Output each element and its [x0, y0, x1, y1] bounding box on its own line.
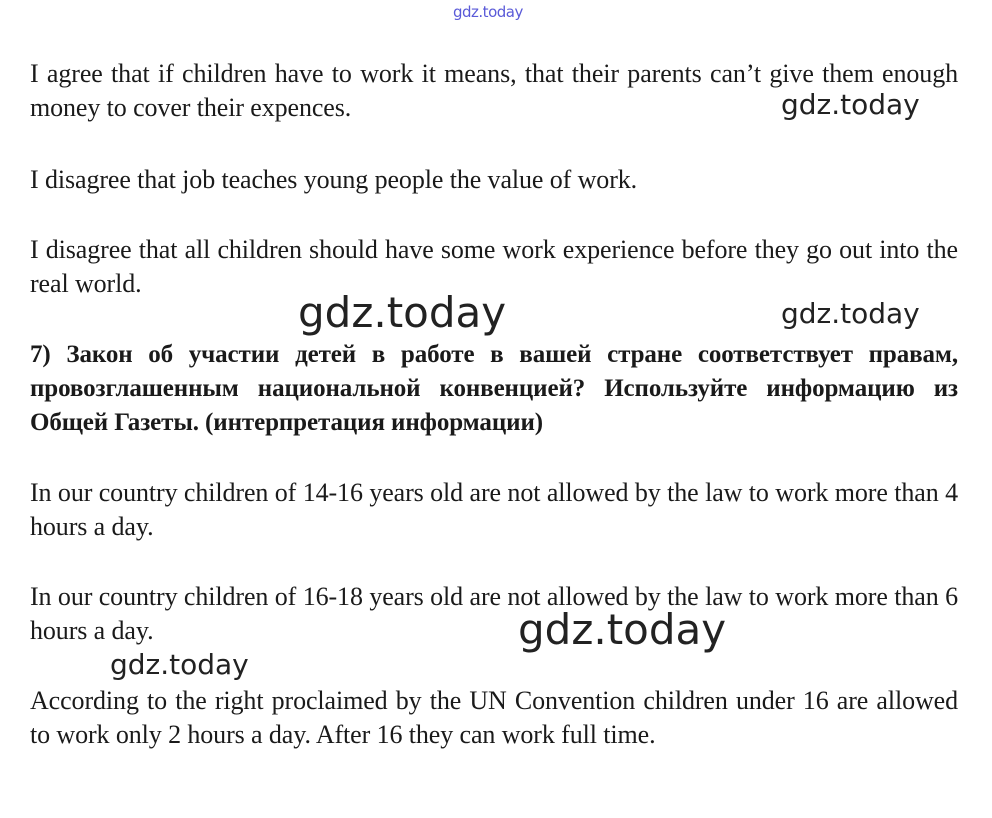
paragraph-country-14-16: In our country children of 14-16 years old are not allowed by the law to work more than 4 hours a day. — [30, 478, 958, 541]
paragraph-agree-expenses: I agree that if children have to work it means, that their parents can’t give them enough money to cover their expences. — [30, 59, 958, 122]
paragraph-country-16-18: In our country children of 16-18 years old are not allowed by the law to work more than 6 hours a day. — [30, 582, 958, 645]
watermark-top: gdz.today — [453, 3, 523, 21]
watermark: gdz.today — [298, 288, 507, 337]
watermark: gdz.today — [518, 605, 727, 654]
paragraph-disagree-experience: I disagree that all children should have some work experience before they go out into the real world. — [30, 235, 958, 298]
watermark: gdz.today — [110, 648, 249, 681]
watermark: gdz.today — [781, 297, 920, 330]
watermark: gdz.today — [781, 88, 920, 121]
paragraph-disagree-value: I disagree that job teaches young people the value of work. — [30, 165, 638, 194]
question-heading: 7) Закон об участии детей в работе в вашей стране соответствует правам, провозглашенным национальной конвенцией? Используйте информацию из Общей Газеты. (интерпретация информации) — [30, 341, 958, 436]
paragraph-un-convention: According to the right proclaimed by the UN Convention children under 16 are allowed to work only 2 hours a day. After 16 they can work full time. — [30, 686, 958, 749]
